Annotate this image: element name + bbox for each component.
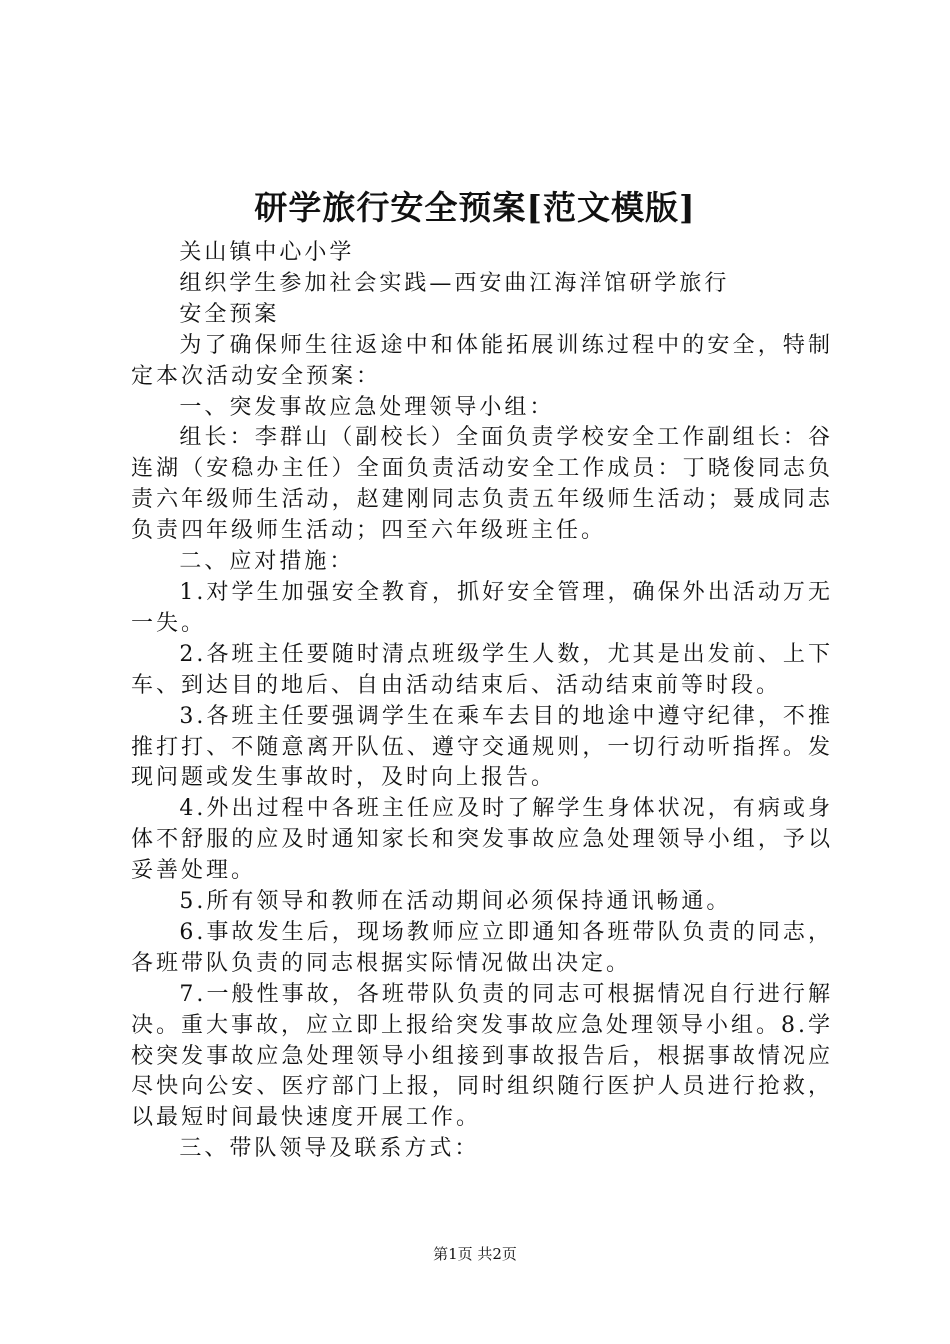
measure-item-7-8: 7.一般性事故，各班带队负责的同志可根据情况自行进行解决。重大事故，应立即上报给突发事故应急处理领导小组。8.学校突发事故应急处理领导小组接到事故报告后，根据事故情况应尽快向公安、医疗部门上报，同时组织随行医护人员进行抢救，以最短时间最快速度开展工作。 [131,981,833,1131]
measure-item-6: 6.事故发生后，现场教师应立即通知各班带队负责的同志，各班带队负责的同志根据实际情况做出决定。 [131,919,833,976]
measure-item-2: 2.各班主任要随时清点班级学生人数，尤其是出发前、上下车、到达目的地后、自由活动结束后、活动结束前等时段。 [131,641,833,698]
paragraph-leadership-members: 组长：李群山（副校长）全面负责学校安全工作副组长：谷连湖（安稳办主任）全面负责活动安全工作成员：丁晓俊同志负责六年级师生活动，赵建刚同志负责五年级师生活动；聂成同志负责四年级师生活动；四至六年级班主任。 [131,425,833,544]
measure-item-3: 3.各班主任要强调学生在乘车去目的地途中遵守纪律，不推推打打、不随意离开队伍、遵守交通规则，一切行动听指挥。发现问题或发生事故时，及时向上报告。 [131,703,833,791]
paragraph-plan-label: 安全预案 [179,301,280,327]
document-title: 研学旅行安全预案[范文模版] [254,188,696,227]
section-heading-leadership: 一、突发事故应急处理领导小组： [179,394,555,420]
measure-item-4: 4.外出过程中各班主任应及时了解学生身体状况，有病或身体不舒服的应及时通知家长和突发事故应急处理领导小组，予以妥善处理。 [131,796,833,884]
paragraph-intro: 为了确保师生往返途中和体能拓展训练过程中的安全，特制定本次活动安全预案： [131,332,833,389]
section-heading-contacts: 三、带队领导及联系方式： [179,1136,480,1162]
section-heading-measures: 二、应对措施： [179,549,355,575]
document-body [131,238,833,1165]
page-number-footer: 第1页 共2页 [433,1245,517,1263]
measure-item-5: 5.所有领导和教师在活动期间必须保持通讯畅通。 [179,889,732,915]
measure-item-1: 1.对学生加强安全教育，抓好安全管理，确保外出活动万无一失。 [131,579,833,636]
paragraph-activity-name: 组织学生参加社会实践—西安曲江海洋馆研学旅行 [179,270,730,296]
paragraph-school-name: 关山镇中心小学 [179,240,355,265]
